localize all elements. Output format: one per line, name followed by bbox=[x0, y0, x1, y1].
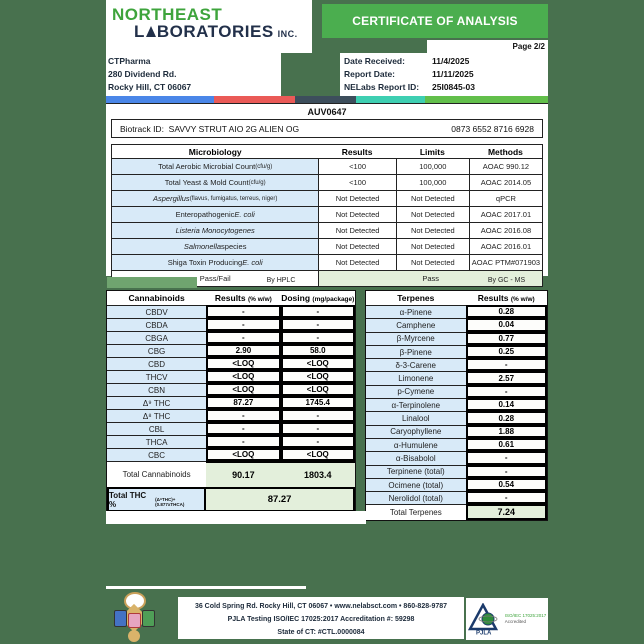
cannabinoid-row bbox=[107, 409, 355, 422]
micro-method: AOAC 990.12 bbox=[469, 159, 542, 174]
terpene-analyte: α-Bisabolol bbox=[366, 451, 466, 464]
microbiology-row bbox=[112, 222, 542, 238]
terpene-analyte: Ocimene (total) bbox=[366, 478, 466, 491]
terpene-analyte: p-Cymene bbox=[366, 385, 466, 398]
total-terpenes-row bbox=[366, 504, 547, 520]
total-cannabinoids-result: 90.17 bbox=[206, 461, 280, 487]
logo-line1: NORTHEAST bbox=[112, 5, 223, 24]
terpene-row bbox=[366, 438, 547, 451]
microbiology-row bbox=[112, 254, 542, 270]
cannabinoid-result: <LOQ bbox=[206, 383, 280, 396]
cannabinoid-result: - bbox=[206, 331, 280, 344]
microbiology-row bbox=[112, 158, 542, 174]
label-segment: Enteropathogenic bbox=[175, 210, 235, 219]
cannabinoid-dosing: - bbox=[281, 435, 355, 448]
cannabinoid-result: - bbox=[206, 409, 280, 422]
terpene-result: 0.28 bbox=[466, 411, 547, 424]
lab-logo bbox=[106, 0, 312, 53]
label-segment: Salmonella bbox=[183, 242, 222, 251]
sample-id: AUV0647 bbox=[307, 107, 347, 117]
cannabinoid-result: - bbox=[206, 318, 280, 331]
total-thc-value: 87.27 bbox=[206, 487, 355, 512]
micro-limit: 100,000 bbox=[396, 159, 469, 174]
label-segment: E. coli bbox=[234, 210, 255, 219]
terpene-analyte: Terpinene (total) bbox=[366, 465, 466, 478]
cannabinoid-row bbox=[107, 357, 355, 370]
terp-col-analyte: Terpenes bbox=[397, 293, 435, 303]
terpene-row bbox=[366, 491, 547, 504]
label-segment: (flavus, fumigatus, terreus, niger) bbox=[189, 195, 278, 202]
stripe-segment bbox=[295, 96, 356, 103]
terpene-row bbox=[366, 465, 547, 478]
cannabinoid-result: 2.90 bbox=[206, 344, 280, 357]
cannabinoid-row bbox=[107, 383, 355, 396]
terpene-row bbox=[366, 358, 547, 371]
terpene-result: - bbox=[466, 358, 547, 371]
cannabinoid-dosing: - bbox=[281, 409, 355, 422]
terpene-analyte: α-Terpinolene bbox=[366, 398, 466, 411]
terpene-analyte: α-Pinene bbox=[366, 305, 466, 318]
total-thc-label: Total THC % (Δ⁹THC)+(0.877xTHCA) bbox=[107, 487, 206, 512]
stripe-segment bbox=[214, 96, 295, 103]
banner-label: CERTIFICATE OF ANALYSIS bbox=[352, 14, 518, 28]
terpene-analyte: δ-3-Carene bbox=[366, 358, 466, 371]
micro-limit: Not Detected bbox=[396, 255, 469, 270]
microbiology-row bbox=[112, 174, 542, 190]
stripe-segment bbox=[425, 96, 548, 103]
footer-divider bbox=[106, 586, 306, 589]
cannabinoid-result: 87.27 bbox=[206, 396, 280, 409]
logo-line2-left: L bbox=[134, 22, 145, 41]
micro-analyte bbox=[112, 255, 318, 270]
terpenes-body bbox=[366, 305, 547, 504]
cann-col-analyte: Cannabinoids bbox=[128, 293, 185, 303]
micro-analyte bbox=[112, 239, 318, 254]
micro-limit: Not Detected bbox=[396, 223, 469, 238]
flask-icon bbox=[146, 26, 156, 37]
microbiology-table bbox=[111, 144, 543, 287]
microbiology-row bbox=[112, 206, 542, 222]
certificate-of-analysis-banner bbox=[322, 4, 548, 38]
terpene-row bbox=[366, 398, 547, 411]
terpene-row bbox=[366, 451, 547, 464]
micro-method: AOAC PTM#071903 bbox=[469, 255, 542, 270]
terpene-row bbox=[366, 385, 547, 398]
cannabinoid-analyte: THCA bbox=[107, 435, 206, 448]
micro-method: AOAC 2017.01 bbox=[469, 207, 542, 222]
label-segment: Shiga Toxin Producing bbox=[167, 258, 243, 267]
biotrack-id: Biotrack ID: SAVVY STRUT AIO 2G ALIEN OG bbox=[120, 123, 300, 134]
cannabinoid-dosing: - bbox=[281, 331, 355, 344]
terpenes-header bbox=[366, 291, 547, 305]
micro-limit: 100,000 bbox=[396, 175, 469, 190]
meta-label: Report Date: bbox=[344, 69, 396, 79]
cannabinoid-analyte: CBD bbox=[107, 357, 206, 370]
terpene-analyte: Nerolidol (total) bbox=[366, 491, 466, 504]
terpene-row bbox=[366, 411, 547, 424]
cannabinoids-table bbox=[106, 290, 356, 513]
cannabinoid-row bbox=[107, 331, 355, 344]
micro-analyte bbox=[112, 159, 318, 174]
micro-method: AOAC 2016.08 bbox=[469, 223, 542, 238]
terpene-analyte: β-Pinene bbox=[366, 345, 466, 358]
micro-method: AOAC 2014.05 bbox=[469, 175, 542, 190]
meta-value: 25I0845-03 bbox=[432, 82, 476, 92]
cann-col-dosing: Dosing (mg/package) bbox=[281, 293, 355, 303]
total-cannabinoids-dosing: 1803.4 bbox=[281, 461, 355, 487]
terpene-row bbox=[366, 318, 547, 331]
micro-result: <100 bbox=[318, 159, 395, 174]
meta-value: 11/4/2025 bbox=[432, 56, 470, 66]
terpene-analyte: α-Humulene bbox=[366, 438, 466, 451]
cannabinoid-row bbox=[107, 435, 355, 448]
micro-analyte bbox=[112, 175, 318, 190]
cannabinoid-dosing: - bbox=[281, 318, 355, 331]
total-cannabinoids-row bbox=[107, 461, 355, 487]
cannabinoid-analyte: CBGA bbox=[107, 331, 206, 344]
stripe-segment bbox=[106, 96, 214, 103]
terpene-result: 2.57 bbox=[466, 371, 547, 384]
terpene-row bbox=[366, 425, 547, 438]
micro-method: AOAC 2016.01 bbox=[469, 239, 542, 254]
biotrack-row bbox=[111, 119, 543, 138]
micro-col-analyte: Microbiology bbox=[188, 147, 242, 157]
total-thc-row bbox=[107, 487, 355, 512]
terpene-row bbox=[366, 478, 547, 491]
label-segment: Total Aerobic Microbial Count bbox=[158, 162, 256, 171]
meta-row bbox=[344, 68, 548, 81]
microbiology-row bbox=[112, 238, 542, 254]
cannabinoids-header bbox=[107, 291, 355, 305]
cannabinoid-row bbox=[107, 370, 355, 383]
report-meta bbox=[340, 53, 548, 96]
section-highlight-bar bbox=[107, 277, 197, 288]
label-segment: Listeria Monocytogenes bbox=[175, 226, 255, 235]
total-terpenes-value: 7.24 bbox=[466, 504, 547, 520]
brand-stripe bbox=[106, 96, 548, 103]
terpene-result: 0.14 bbox=[466, 398, 547, 411]
cannabinoid-row bbox=[107, 318, 355, 331]
cannabinoid-dosing: - bbox=[281, 422, 355, 435]
terpene-result: 1.88 bbox=[466, 425, 547, 438]
meta-value: 11/11/2025 bbox=[432, 69, 474, 79]
cannabinoid-analyte: CBC bbox=[107, 448, 206, 461]
micro-analyte bbox=[112, 191, 318, 206]
micro-result: Not Detected bbox=[318, 223, 395, 238]
cannabinoid-row bbox=[107, 448, 355, 461]
terpene-result: 0.25 bbox=[466, 345, 547, 358]
micro-col-limits: Limits bbox=[419, 147, 445, 157]
micro-limit: Not Detected bbox=[396, 239, 469, 254]
terpene-analyte: Linalool bbox=[366, 411, 466, 424]
terpene-row bbox=[366, 305, 547, 318]
micro-method: qPCR bbox=[469, 191, 542, 206]
footer-accreditation: PJLA Testing ISO/IEC 17025:2017 Accreditation #: 59298 bbox=[227, 616, 415, 623]
terpene-result: - bbox=[466, 385, 547, 398]
microbiology-header bbox=[112, 144, 542, 158]
cannabinoid-dosing: 58.0 bbox=[281, 344, 355, 357]
cannabinoid-analyte: CBDV bbox=[107, 305, 206, 318]
micro-analyte bbox=[112, 223, 318, 238]
terpenes-table bbox=[365, 290, 548, 521]
microbiology-body bbox=[112, 158, 542, 270]
micro-result: Not Detected bbox=[318, 191, 395, 206]
cannabinoid-result: <LOQ bbox=[206, 357, 280, 370]
total-cannabinoids-label: Total Cannabinoids bbox=[107, 461, 206, 487]
terpene-result: - bbox=[466, 465, 547, 478]
terpene-result: 0.04 bbox=[466, 318, 547, 331]
page-number: Page 2/2 bbox=[427, 40, 548, 53]
terpene-analyte: Caryophyllene bbox=[366, 425, 466, 438]
micro-result: Not Detected bbox=[318, 207, 395, 222]
terpene-result: 0.54 bbox=[466, 478, 547, 491]
micro-col-methods: Methods bbox=[487, 147, 523, 157]
micro-result: <100 bbox=[318, 175, 395, 190]
passfail-label: Pass/Fail bbox=[112, 271, 318, 286]
logo-line2-right: BORATORIES bbox=[156, 22, 274, 41]
cannabinoid-analyte: CBL bbox=[107, 422, 206, 435]
terpene-row bbox=[366, 345, 547, 358]
meta-row bbox=[344, 55, 548, 68]
terpenes-method-note: By GC - MS bbox=[487, 277, 526, 284]
award-seal-icon bbox=[112, 592, 156, 644]
terp-col-results: Results (% w/w) bbox=[477, 293, 535, 303]
terpene-analyte: Limonene bbox=[366, 371, 466, 384]
cannabinoid-dosing: <LOQ bbox=[281, 370, 355, 383]
label-segment: Aspergillus bbox=[153, 194, 190, 203]
footer-text bbox=[178, 597, 464, 639]
cannabinoid-dosing: <LOQ bbox=[281, 357, 355, 370]
cannabinoid-dosing: <LOQ bbox=[281, 383, 355, 396]
cannabinoid-result: <LOQ bbox=[206, 370, 280, 383]
label-segment: (cfu/g) bbox=[248, 179, 266, 186]
meta-label: Date Received: bbox=[344, 56, 405, 66]
logo-line2 bbox=[134, 23, 312, 43]
cannabinoids-body bbox=[107, 305, 355, 461]
terpene-result: 0.77 bbox=[466, 332, 547, 345]
cannabinoid-row bbox=[107, 305, 355, 318]
cannabinoid-result: <LOQ bbox=[206, 448, 280, 461]
terpene-result: 0.28 bbox=[466, 305, 547, 318]
micro-result: Not Detected bbox=[318, 239, 395, 254]
cannabinoid-analyte: CBG bbox=[107, 344, 206, 357]
cann-col-results: Results (% w/w) bbox=[214, 293, 272, 303]
micro-col-results: Results bbox=[341, 147, 373, 157]
cannabinoid-result: - bbox=[206, 422, 280, 435]
pjla-logo bbox=[466, 598, 548, 640]
stripe-segment bbox=[356, 96, 425, 103]
cannabinoid-dosing: 1745.4 bbox=[281, 396, 355, 409]
cannabinoids-method-note: By HPLC bbox=[266, 277, 296, 284]
micro-limit: Not Detected bbox=[396, 207, 469, 222]
micro-analyte bbox=[112, 207, 318, 222]
terpene-analyte: β-Myrcene bbox=[366, 332, 466, 345]
cannabinoid-row bbox=[107, 422, 355, 435]
meta-label: NELabs Report ID: bbox=[344, 82, 420, 92]
label-segment: species bbox=[221, 242, 247, 251]
label-segment: E. coli bbox=[242, 258, 263, 267]
meta-row bbox=[344, 81, 548, 94]
cannabinoid-analyte: Δ⁸ THC bbox=[107, 409, 206, 422]
passfail-value: Pass bbox=[318, 271, 542, 286]
cannabinoid-result: - bbox=[206, 305, 280, 318]
logo-suffix: INC. bbox=[277, 29, 298, 39]
terpene-result: - bbox=[466, 451, 547, 464]
svg-text:PJLA: PJLA bbox=[475, 630, 492, 635]
terpene-row bbox=[366, 371, 547, 384]
cannabinoid-analyte: THCV bbox=[107, 370, 206, 383]
cannabinoid-analyte: CBDA bbox=[107, 318, 206, 331]
biotrack-code: 0873 6552 8716 6928 bbox=[451, 123, 534, 134]
footer-address: 36 Cold Spring Rd. Rocky Hill, CT 06067 • www.nelabsct.com • 860-828-9787 bbox=[194, 603, 448, 610]
client-name: CTPharma bbox=[108, 56, 151, 66]
terpene-row bbox=[366, 332, 547, 345]
client-address bbox=[106, 53, 281, 96]
label-segment: Total Yeast & Mold Count bbox=[164, 178, 249, 187]
terpene-analyte: Camphene bbox=[366, 318, 466, 331]
pjla-triangle-icon bbox=[468, 603, 502, 635]
footer-state-license: State of CT: #CTL.0000084 bbox=[277, 629, 365, 636]
cannabinoid-dosing: <LOQ bbox=[281, 448, 355, 461]
cannabinoid-analyte: CBN bbox=[107, 383, 206, 396]
client-address1: 280 Dividend Rd. bbox=[108, 69, 177, 79]
cannabinoid-row bbox=[107, 396, 355, 409]
spacer-strip bbox=[106, 511, 366, 524]
label-segment: (cfu/g) bbox=[255, 163, 273, 170]
terpene-result: - bbox=[466, 491, 547, 504]
total-terpenes-label: Total Terpenes bbox=[366, 504, 466, 520]
micro-limit: Not Detected bbox=[396, 191, 469, 206]
microbiology-row bbox=[112, 190, 542, 206]
cannabinoid-analyte: Δ⁹ THC bbox=[107, 396, 206, 409]
cannabinoid-dosing: - bbox=[281, 305, 355, 318]
cannabinoid-result: - bbox=[206, 435, 280, 448]
terpene-result: 0.61 bbox=[466, 438, 547, 451]
pjla-cert-text: ISO/IEC 17025:2017 Accredited bbox=[504, 613, 547, 624]
cannabinoid-row bbox=[107, 344, 355, 357]
micro-result: Not Detected bbox=[318, 255, 395, 270]
client-address2: Rocky Hill, CT 06067 bbox=[108, 82, 192, 92]
